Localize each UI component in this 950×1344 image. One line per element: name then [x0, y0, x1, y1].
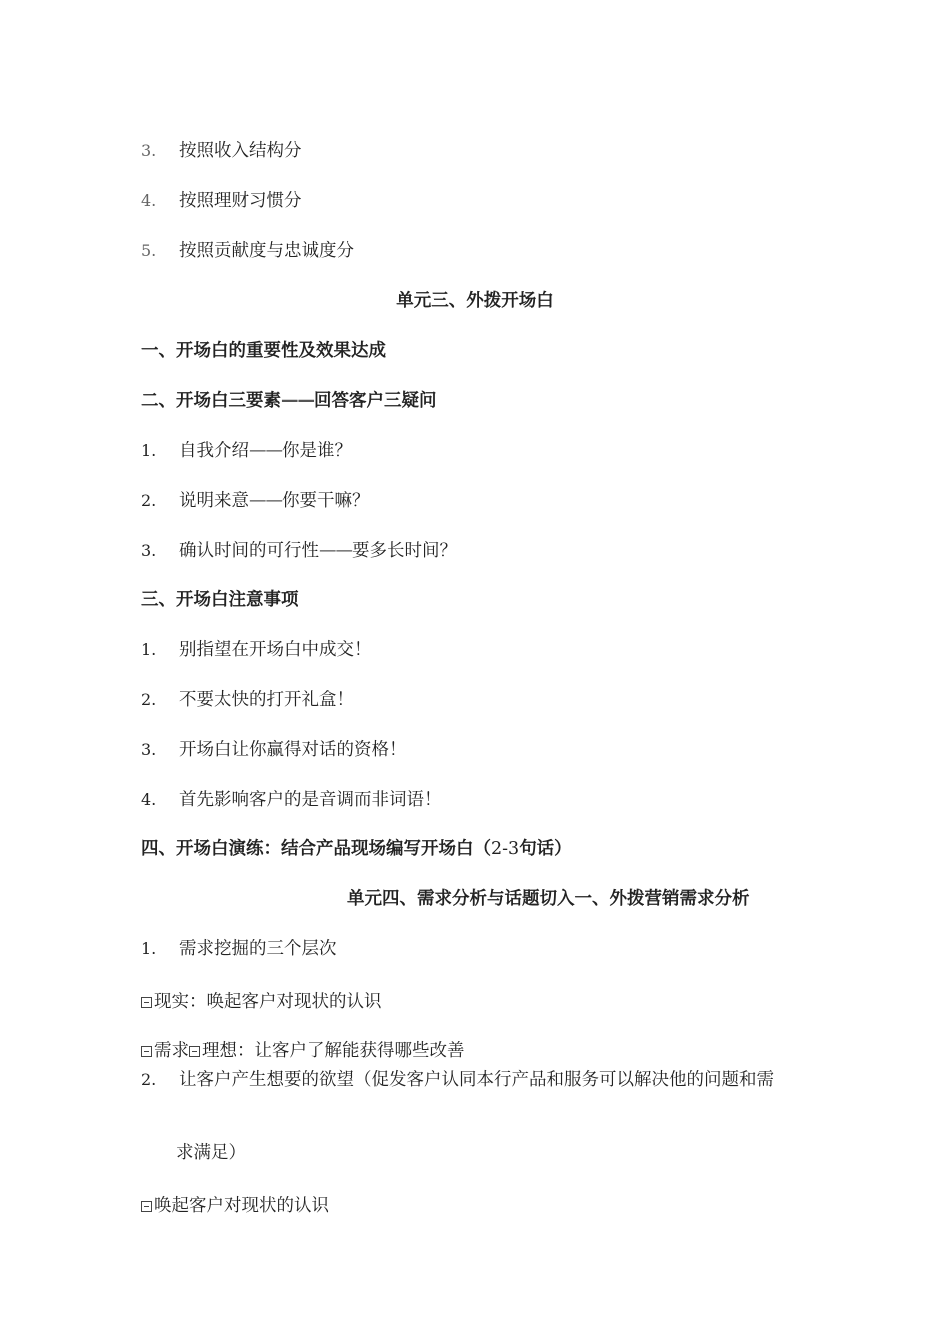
- list-item: [141, 1068, 801, 1092]
- list-number: 2.: [141, 1070, 157, 1089]
- bullet-text: 理想：让客户了解能获得哪些改善: [202, 1041, 465, 1061]
- list-item: [141, 439, 352, 463]
- list-text: 按照贡献度与忠诚度分: [179, 241, 354, 261]
- list-item: [141, 688, 354, 712]
- heading-digits: 2-3: [491, 839, 520, 859]
- list-text: 你是谁？: [282, 441, 352, 461]
- bullet-box-icon: [141, 1201, 152, 1212]
- bullet-item: [141, 990, 382, 1014]
- list-text: 自我介绍: [179, 441, 249, 461]
- heading-part: 四、开场白演练：结合产品现场编写开场白（: [141, 839, 491, 859]
- bullet-item: [141, 1039, 465, 1063]
- list-item: [141, 638, 372, 662]
- em-dash: ——: [281, 391, 314, 411]
- list-text: 不要太快的打开礼盒！: [179, 690, 354, 710]
- list-number: 3.: [141, 141, 157, 160]
- list-text: 按照理财习惯分: [179, 191, 302, 211]
- list-number: 3.: [141, 541, 157, 560]
- bullet-box-icon: [141, 1046, 152, 1057]
- bullet-text: 现实：唤起客户对现状的认识: [154, 992, 382, 1012]
- list-text: 开场白让你赢得对话的资格！: [179, 740, 407, 760]
- list-item: [141, 539, 457, 563]
- list-number: 2.: [141, 491, 157, 510]
- list-text: 确认时间的可行性: [179, 541, 319, 561]
- section-heading-notes: 三、开场白注意事项: [141, 590, 299, 610]
- list-number: 4.: [141, 790, 157, 809]
- heading-part: 回答客户三疑问: [314, 391, 437, 411]
- bullet-box-icon: [141, 997, 152, 1008]
- list-item: [141, 738, 407, 762]
- heading-part: 二、开场白三要素: [141, 391, 281, 411]
- list-number: 1.: [141, 939, 157, 958]
- section-heading-importance: 一、开场白的重要性及效果达成: [141, 341, 386, 361]
- list-text: 需求挖掘的三个层次: [179, 939, 337, 959]
- em-dash: ——: [249, 491, 282, 511]
- list-number: 2.: [141, 690, 157, 709]
- list-text: 别指望在开场白中成交！: [179, 640, 372, 660]
- unit-three-title: 单元三、外拨开场白: [396, 291, 554, 311]
- list-item: [141, 788, 442, 812]
- list-number: 1.: [141, 441, 157, 460]
- list-item: [141, 489, 370, 513]
- list-text: 首先影响客户的是音调而非词语！: [179, 790, 442, 810]
- em-dash: ——: [319, 541, 352, 561]
- list-text: 说明来意: [179, 491, 249, 511]
- list-text-continuation: 求满足）: [176, 1143, 246, 1163]
- list-number: 4.: [141, 191, 157, 210]
- list-item: [141, 139, 302, 163]
- unit-four-title: 单元四、需求分析与话题切入一、外拨营销需求分析: [347, 889, 750, 909]
- list-number: 3.: [141, 740, 157, 759]
- list-text: 让客户产生想要的欲望（促发客户认同本行产品和服务可以解决他的问题和需: [179, 1070, 774, 1090]
- bullet-item: [141, 1194, 329, 1218]
- section-heading-practice: [141, 837, 572, 861]
- heading-part: 句话）: [519, 839, 572, 859]
- bullet-text: 需求: [154, 1041, 189, 1061]
- bullet-text: 唤起客户对现状的认识: [154, 1196, 329, 1216]
- list-item: [141, 239, 354, 263]
- bullet-box-icon: [189, 1046, 200, 1057]
- list-text: 要多长时间？: [352, 541, 457, 561]
- list-text: 按照收入结构分: [179, 141, 302, 161]
- list-number: 1.: [141, 640, 157, 659]
- section-heading-three-elements: [141, 389, 437, 413]
- list-item: [141, 937, 337, 961]
- list-item: [141, 189, 302, 213]
- list-number: 5.: [141, 241, 157, 260]
- list-text: 你要干嘛？: [282, 491, 370, 511]
- em-dash: ——: [249, 441, 282, 461]
